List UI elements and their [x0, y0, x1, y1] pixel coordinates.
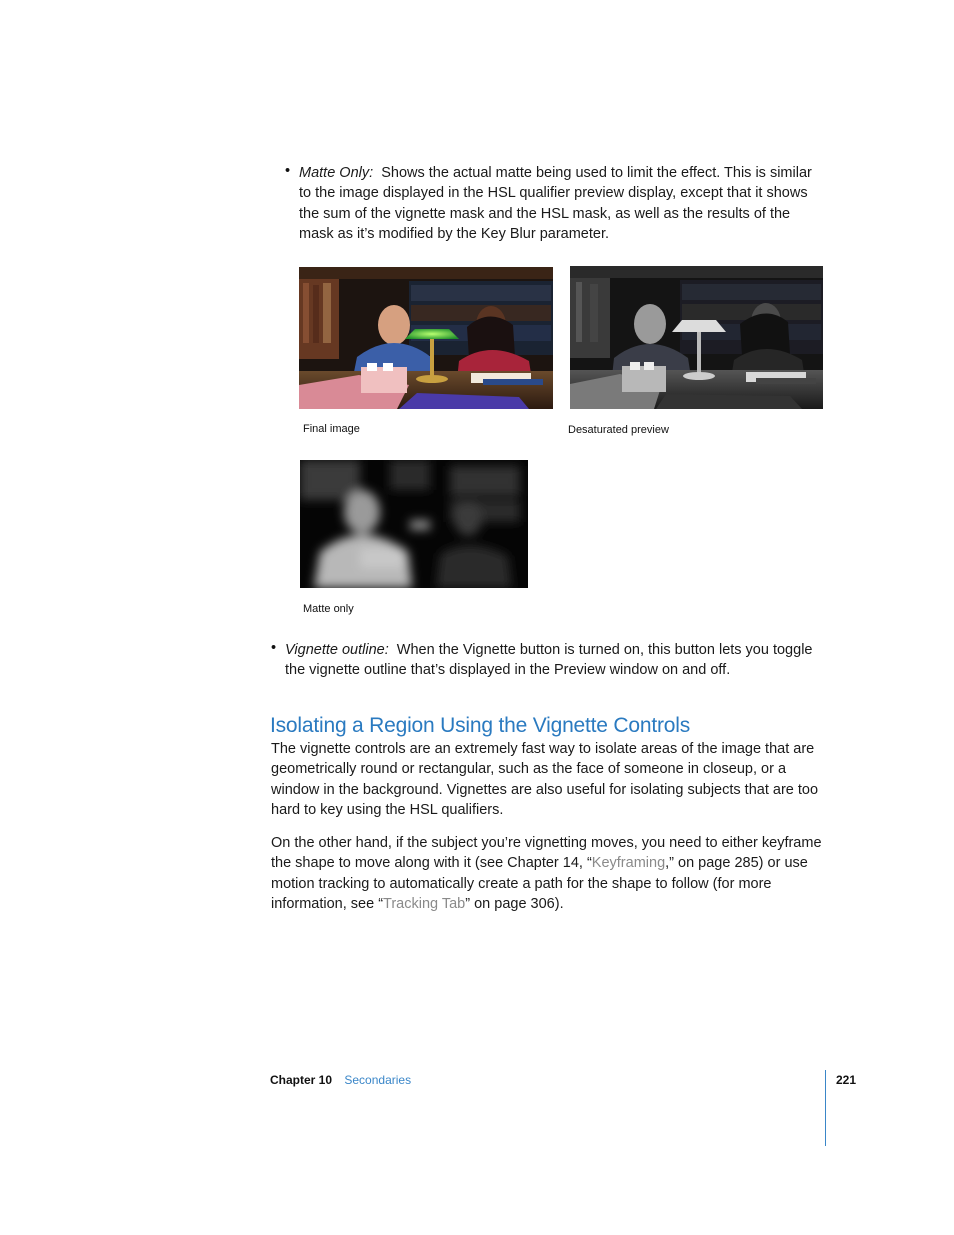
bullet-marker: •: [271, 640, 277, 656]
section-heading: Isolating a Region Using the Vignette Controls: [270, 714, 691, 737]
caption-final-image: Final image: [303, 423, 360, 435]
bullet-marker: •: [285, 163, 291, 179]
page-number: 221: [836, 1073, 857, 1087]
final-image: [299, 267, 553, 409]
bullet-term: Matte Only:: [299, 165, 374, 181]
bullet-text: When the Vignette button is turned on, this button lets you toggle the vignette outline that’s displayed in the Preview window on and off.: [285, 642, 813, 679]
bullet-matte-only: [299, 163, 827, 245]
link-tracking-tab[interactable]: Tracking Tab: [383, 896, 466, 913]
footer-chapter-title: Secondaries: [344, 1073, 412, 1087]
footer-divider: [825, 1070, 826, 1146]
paragraph-text: ” on page 306).: [465, 896, 564, 913]
matte-only-illustration: [300, 460, 528, 588]
link-keyframing[interactable]: Keyframing: [591, 855, 666, 872]
paragraph: [271, 833, 827, 915]
final-image-illustration: [299, 267, 553, 409]
caption-desaturated-preview: Desaturated preview: [568, 424, 669, 436]
paragraph: The vignette controls are an extremely fast way to isolate areas of the image that are geometrically round or rectangular, such as the face of someone in closeup, or a window in the background. Vignettes are also useful for isolating subjects that are too hard to key using the HSL qualifiers.: [271, 741, 819, 819]
footer-chapter: Chapter 10: [270, 1073, 333, 1087]
caption-matte-only: Matte only: [303, 603, 354, 615]
bullet-vignette-outline: [285, 640, 825, 681]
desaturated-preview-illustration: [570, 266, 823, 409]
bullet-term: Vignette outline:: [285, 642, 389, 658]
desaturated-preview-image: [570, 266, 823, 409]
bullet-text: Shows the actual matte being used to limit the effect. This is similar to the image displayed in the HSL qualifier preview display, except that it shows the sum of the vignette mask and the HSL mask, as well as the results of the mask as it’s modified by the Key Blur parameter.: [299, 165, 812, 243]
paragraph-text: On the other hand, if the subject you’re vignetting moves, you need to either keyframe the shape to move along with it (see Chapter 14, “: [271, 835, 822, 872]
matte-only-image: [300, 460, 528, 588]
paragraph-text: ,” on page 285) or use motion tracking to automatically create a path for the shape to follow (for more information, see “: [271, 855, 808, 913]
footer: [270, 1073, 411, 1087]
